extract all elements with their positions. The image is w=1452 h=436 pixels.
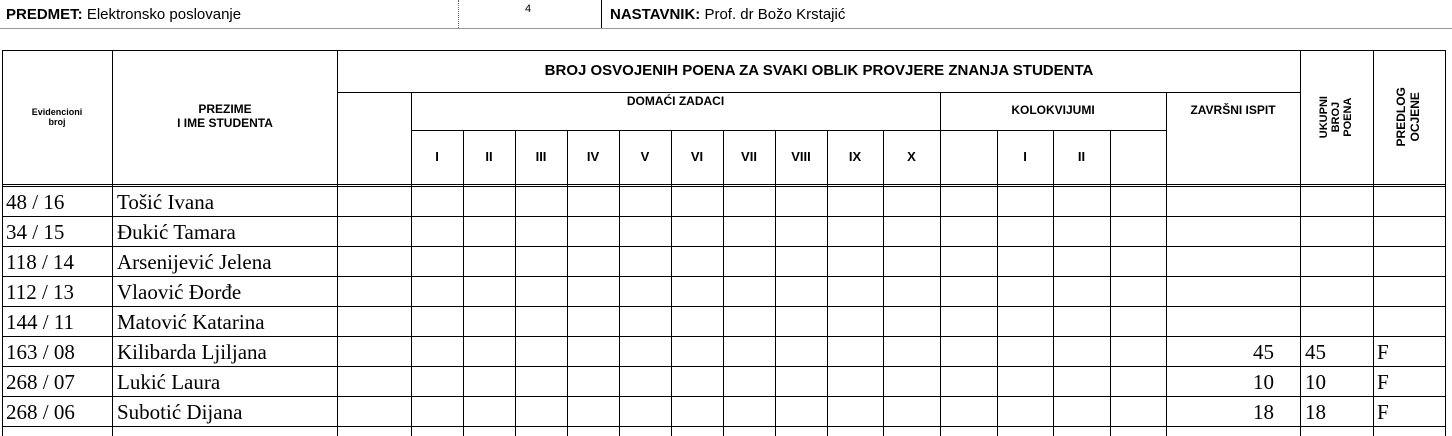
colloquium-title: KOLOKVIJUMI: [1011, 103, 1095, 118]
student-id-cell: 144 / 11: [6, 310, 75, 334]
homework-col-6: VI: [690, 148, 704, 164]
final-exam-cell: [1166, 277, 1274, 307]
top-rule: [0, 28, 1452, 29]
final-exam-cell: [1166, 247, 1274, 277]
subject-label: PREDMET:: [6, 6, 83, 23]
homework-col-10: X: [907, 148, 916, 164]
final-exam-title: ZAVRŠNI ISPIT: [1190, 103, 1276, 118]
final-exam-cell: 10: [1253, 370, 1274, 394]
total-points-cell: 10: [1305, 370, 1326, 394]
top-divider: [601, 0, 602, 28]
colloquium-col-2: II: [1077, 148, 1086, 164]
student-name-cell: Matović Katarina: [117, 310, 265, 334]
homework-col-8: VIII: [791, 148, 811, 164]
final-exam-cell: 18: [1253, 400, 1274, 424]
homework-col-2: II: [485, 148, 493, 164]
student-id-cell: 268 / 07: [6, 370, 75, 394]
student-id-cell: 112 / 13: [6, 280, 75, 304]
final-exam-cell: 45: [1253, 340, 1274, 364]
final-exam-cell: [1166, 187, 1274, 217]
student-name-cell: Kilibarda Ljiljana: [117, 340, 267, 364]
homework-col-9: IX: [848, 148, 862, 164]
top-divider: [458, 0, 459, 28]
student-name-cell: Lukić Laura: [117, 370, 221, 394]
student-name-cell: Đukić Tamara: [117, 220, 236, 244]
subject-line: [6, 6, 241, 23]
page-number: 4: [525, 3, 532, 15]
student-id-cell: 48 / 16: [6, 190, 65, 214]
teacher-value: Prof. dr Božo Krstajić: [704, 6, 846, 23]
col-header-total: UKUPNI BROJ POENA: [1318, 95, 1355, 139]
student-id-cell: 118 / 14: [6, 250, 75, 274]
homework-col-7: VII: [741, 148, 757, 164]
homework-title: DOMAĆI ZADACI: [626, 94, 725, 109]
col-header-name: PREZIME I IME STUDENTA: [177, 102, 273, 130]
column-separator: [337, 50, 338, 436]
subject-value: Elektronsko poslovanje: [86, 6, 242, 23]
grade-cell: F: [1377, 400, 1389, 424]
final-exam-cell: [1166, 217, 1274, 247]
column-separator: [940, 92, 941, 436]
student-id-cell: 268 / 06: [6, 400, 75, 424]
student-name-cell: Arsenijević Jelena: [117, 250, 272, 274]
homework-col-3: III: [535, 148, 547, 164]
total-points-cell: 18: [1305, 400, 1326, 424]
teacher-label: NASTAVNIK:: [610, 6, 701, 23]
grade-cell: F: [1377, 370, 1389, 394]
col-header-grade: PREDLOG OCJENE: [1394, 87, 1422, 147]
homework-col-4: IV: [586, 148, 600, 164]
column-separator: [1110, 130, 1111, 436]
student-name-cell: Subotić Dijana: [117, 400, 243, 424]
student-id-cell: 34 / 15: [6, 220, 65, 244]
column-separator: [1445, 50, 1446, 436]
col-header-id: Evidencioni broj: [31, 106, 83, 127]
student-name-cell: Vlaović Đorđe: [117, 280, 242, 304]
grade-cell: F: [1377, 340, 1389, 364]
teacher-line: [610, 6, 845, 23]
final-exam-cell: [1166, 307, 1274, 337]
homework-col-1: I: [435, 148, 439, 164]
student-id-cell: 163 / 08: [6, 340, 75, 364]
group-title: BROJ OSVOJENIH POENA ZA SVAKI OBLIK PROVJERE ZNANJA STUDENTA: [544, 62, 1094, 80]
student-name-cell: Tošić Ivana: [117, 190, 215, 214]
header-bottom-border: [2, 184, 1446, 185]
homework-col-5: V: [640, 148, 650, 164]
colloquium-col-1: I: [1023, 148, 1027, 164]
total-points-cell: 45: [1305, 340, 1326, 364]
